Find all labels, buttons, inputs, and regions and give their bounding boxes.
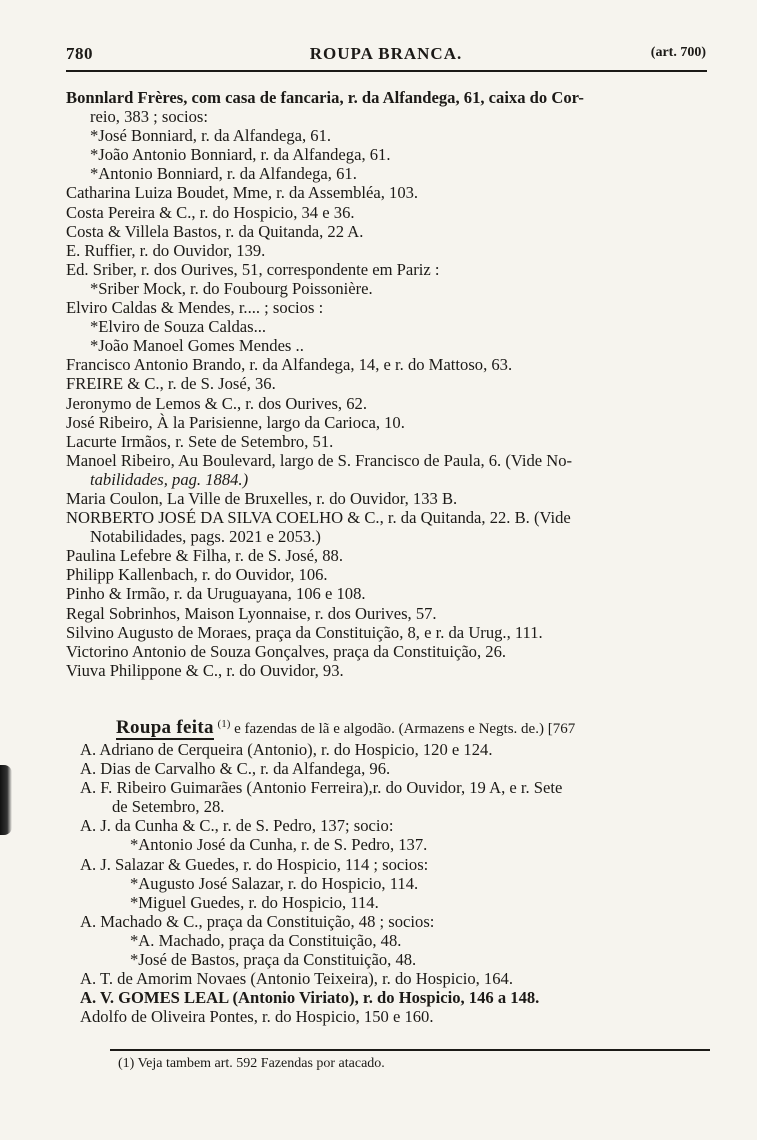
- list-item: A. V. GOMES LEAL (Antonio Viriato), r. do Hospicio, 146 a 148.: [80, 988, 540, 1008]
- list-item: tabilidades, pag. 1884.): [90, 469, 249, 489]
- list-item: de Setembro, 28.: [112, 797, 225, 817]
- section-subtitle: e fazendas de lã e algodão. (Armazens e Negts. de.) [767: [234, 721, 576, 737]
- list-item: A. Dias de Carvalho & C., r. da Alfandega, 96.: [80, 759, 391, 779]
- list-item: José Ribeiro, À la Parisienne, largo da Carioca, 10.: [66, 412, 405, 432]
- list-item: Paulina Lefebre & Filha, r. de S. José, 88.: [66, 546, 343, 566]
- list-item: Victorino Antonio de Souza Gonçalves, praça da Constituição, 26.: [66, 641, 507, 661]
- list-item: Regal Sobrinhos, Maison Lyonnaise, r. dos Ourives, 57.: [66, 603, 437, 623]
- list-item: E. Ruffier, r. do Ouvidor, 139.: [66, 240, 266, 260]
- list-item: Maria Coulon, La Ville de Bruxelles, r. do Ouvidor, 133 B.: [66, 488, 458, 508]
- list-item: *Sriber Mock, r. do Foubourg Poissonière.: [90, 278, 373, 298]
- list-item: A. J. Salazar & Guedes, r. do Hospicio, 114 ; socios:: [80, 854, 429, 874]
- section-heading-roupa-feita: [116, 717, 575, 739]
- list-item: *João Antonio Bonniard, r. da Alfandega, 61.: [90, 145, 391, 165]
- list-item: Pinho & Irmão, r. da Uruguayana, 106 e 108.: [66, 584, 366, 604]
- list-item: *José de Bastos, praça da Constituição, 48.: [130, 950, 417, 970]
- list-item: Jeronymo de Lemos & C., r. dos Ourives, 62.: [66, 393, 367, 413]
- page-number: 780: [66, 44, 93, 63]
- list-item: Catharina Luiza Boudet, Mme, r. da Assembléa, 103.: [66, 183, 419, 203]
- list-item: A. T. de Amorim Novaes (Antonio Teixeira), r. do Hospicio, 164.: [80, 969, 513, 989]
- list-item: Bonnlard Frères, com casa de fancaria, r. da Alfandega, 61, caixa do Cor-: [66, 88, 584, 107]
- footnote-marker: (1): [217, 718, 231, 730]
- section-roupa-feita: [80, 740, 730, 1026]
- page-header: [66, 44, 706, 70]
- list-item: *Augusto José Salazar, r. do Hospicio, 114.: [130, 873, 419, 893]
- list-item: A. Adriano de Cerqueira (Antonio), r. do Hospicio, 120 e 124.: [80, 740, 493, 759]
- list-item: reio, 383 ; socios:: [90, 107, 208, 127]
- list-item: *A. Machado, praça da Constituição, 48.: [130, 930, 402, 950]
- list-item: FREIRE & C., r. de S. José, 36.: [66, 374, 276, 394]
- list-item: Philipp Kallenbach, r. do Ouvidor, 106.: [66, 565, 328, 585]
- list-item: *José Bonniard, r. da Alfandega, 61.: [90, 126, 332, 146]
- list-item: Silvino Augusto de Moraes, praça da Constituição, 8, e r. da Urug., 111.: [66, 622, 543, 642]
- list-item: Francisco Antonio Brando, r. da Alfandega, 14, e r. do Mattoso, 63.: [66, 355, 513, 375]
- list-item: *Miguel Guedes, r. do Hospicio, 114.: [130, 892, 379, 912]
- footnote-rule: [110, 1049, 710, 1051]
- list-item: *Antonio Bonniard, r. da Alfandega, 61.: [90, 164, 357, 184]
- list-item: *Elviro de Souza Caldas...: [90, 317, 267, 337]
- article-reference: (art. 700): [650, 45, 706, 60]
- list-item: Elviro Caldas & Mendes, r.... ; socios :: [66, 298, 324, 318]
- list-item: *Antonio José da Cunha, r. de S. Pedro, 137.: [130, 835, 428, 855]
- list-item: A. J. da Cunha & C., r. de S. Pedro, 137; socio:: [80, 816, 394, 836]
- list-item: A. F. Ribeiro Guimarães (Antonio Ferreira),r. do Ouvidor, 19 A, e r. Sete: [80, 778, 563, 798]
- section-roupa-branca: [66, 88, 716, 680]
- list-item: Costa Pereira & C., r. do Hospicio, 34 e 36.: [66, 202, 355, 222]
- list-item: Lacurte Irmãos, r. Sete de Setembro, 51.: [66, 431, 334, 451]
- list-item: Manoel Ribeiro, Au Boulevard, largo de S. Francisco de Paula, 6. (Vide No-: [66, 450, 573, 470]
- header-rule: [66, 70, 707, 72]
- list-item: Ed. Sriber, r. dos Ourives, 51, correspondente em Pariz :: [66, 259, 440, 279]
- list-item: Costa & Villela Bastos, r. da Quitanda, 22 A.: [66, 221, 364, 241]
- list-item: Notabilidades, pags. 2021 e 2053.): [90, 527, 321, 547]
- page-edge-shadow: [0, 765, 12, 835]
- list-item: Viuva Philippone & C., r. do Ouvidor, 93.: [66, 660, 344, 680]
- footnote: (1) Veja tambem art. 592 Fazendas por atacado.: [118, 1056, 385, 1071]
- list-item: Adolfo de Oliveira Pontes, r. do Hospicio, 150 e 160.: [80, 1007, 434, 1027]
- running-title: ROUPA BRANCA.: [309, 44, 463, 63]
- list-item: A. Machado & C., praça da Constituição, 48 ; socios:: [80, 911, 435, 931]
- section-title: Roupa feita: [116, 717, 214, 738]
- list-item: *João Manoel Gomes Mendes ..: [90, 336, 304, 356]
- list-item: NORBERTO JOSÉ DA SILVA COELHO & C., r. da Quitanda, 22. B. (Vide: [66, 508, 571, 528]
